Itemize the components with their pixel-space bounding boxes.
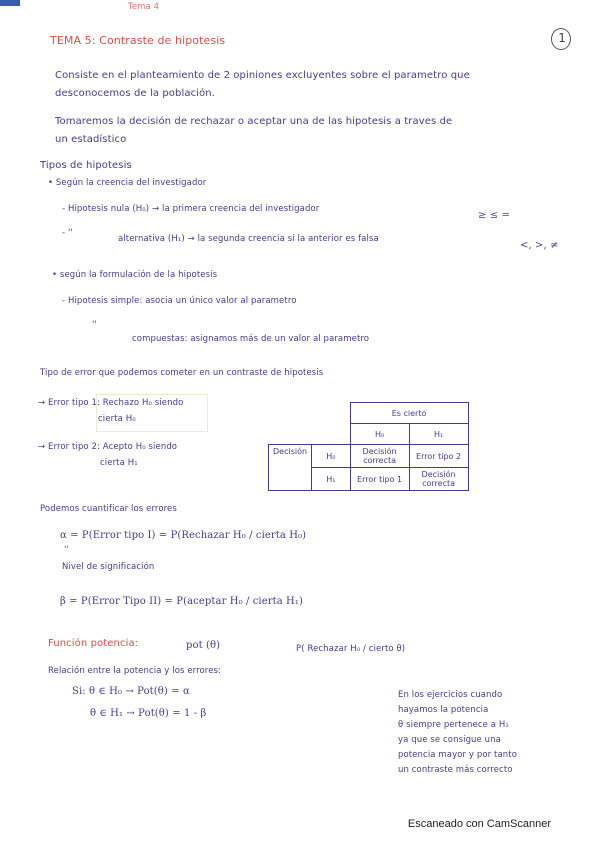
hipotesis-compuestas: compuestas: asignamos más de un valor al parametro bbox=[132, 334, 370, 344]
note-line-3: θ siempre pertenece a H₁ bbox=[398, 720, 509, 730]
note-line-1: En los ejercicios cuando bbox=[398, 690, 503, 700]
table-cell-c22: Decisión correcta bbox=[409, 468, 468, 491]
si-line-1: Si: θ ∈ H₀ → Pot(θ) = α bbox=[72, 686, 190, 697]
hipotesis-nula: - Hipotesis nula (H₀) → la primera creencia del investigador bbox=[62, 204, 320, 214]
table-cell-c11: Decisión correcta bbox=[350, 445, 409, 468]
hipotesis-alternativa: alternativa (H₁) → la segunda creencia si la anterior es falsa bbox=[118, 234, 379, 244]
comp-ditto: '' bbox=[92, 320, 97, 330]
error-tipo1-a: → Error tipo 1: Rechazo H₀ siendo bbox=[38, 398, 184, 408]
table-row-h1: H₁ bbox=[312, 468, 351, 491]
header-topic: Tema 4 bbox=[128, 2, 160, 12]
intro-line-3: Tomaremos la decisión de rechazar o aceptar una de las hipotesis a traves de bbox=[55, 116, 453, 127]
tipos-sub1: • Según la creencia del investigador bbox=[48, 178, 207, 188]
page-title: TEMA 5: Contraste de hipotesis bbox=[50, 34, 226, 47]
potencia-heading: Función potencia: bbox=[48, 638, 139, 649]
table-cell-c21: Error tipo 1 bbox=[350, 468, 409, 491]
nivel-significacion: Nivel de significación bbox=[62, 562, 155, 572]
si-line-2: θ ∈ H₁ → Pot(θ) = 1 - β bbox=[90, 708, 207, 719]
potencia-pot: pot (θ) bbox=[186, 640, 221, 651]
error-tipo1-b: cierta H₀ bbox=[98, 414, 136, 424]
errores-heading: Tipo de error que podemos cometer en un contraste de hipotesis bbox=[40, 368, 324, 378]
error-tipo2-a: → Error tipo 2: Acepto H₀ siendo bbox=[38, 442, 178, 452]
corner-tab-icon bbox=[0, 0, 20, 6]
intro-line-2: desconocemos de la población. bbox=[55, 88, 215, 99]
note-line-6: un contraste más correcto bbox=[398, 765, 513, 775]
intro-line-1: Consiste en el planteamiento de 2 opiniones excluyentes sobre el parametro que bbox=[55, 70, 470, 81]
potencia-def: P( Rechazar H₀ / cierto θ) bbox=[296, 644, 406, 654]
table-row-h0: H₀ bbox=[312, 445, 351, 468]
page-number: 1 bbox=[558, 31, 566, 45]
camscanner-footer: Escaneado con CamScanner bbox=[407, 818, 551, 830]
beta-formula: β = P(Error Tipo II) = P(aceptar H₀ / cierta H₁) bbox=[60, 596, 303, 607]
alt-ditto: - '' bbox=[62, 228, 73, 238]
alpha-ditto: '' bbox=[64, 545, 69, 555]
table-col-h0: H₀ bbox=[350, 424, 409, 445]
error-tipo2-b: cierta H₁ bbox=[100, 458, 138, 468]
alpha-formula: α = P(Error tipo I) = P(Rechazar H₀ / cierta H₀) bbox=[60, 530, 307, 541]
relacion-heading: Relación entre la potencia y los errores: bbox=[48, 666, 222, 676]
tipos-sub2: • según la formulación de la hipotesis bbox=[52, 270, 218, 280]
intro-line-4: un estadístico bbox=[55, 134, 127, 145]
table-col-h1: H₁ bbox=[409, 424, 468, 445]
error-table bbox=[268, 402, 469, 491]
table-decision: Decisión bbox=[269, 445, 312, 491]
cuantificar-heading: Podemos cuantificar los errores bbox=[40, 504, 177, 514]
tipos-heading: Tipos de hipotesis bbox=[40, 160, 132, 171]
note-line-2: hayamos la potencia bbox=[398, 705, 489, 715]
note-line-4: ya que se consigue una bbox=[398, 735, 501, 745]
nula-symbols: ≥ ≤ = bbox=[478, 210, 510, 221]
note-line-5: potencia mayor y por tanto bbox=[398, 750, 517, 760]
table-cell-c12: Error tipo 2 bbox=[409, 445, 468, 468]
alt-symbols: <, >, ≠ bbox=[520, 240, 559, 251]
table-es-cierto: Es cierto bbox=[350, 403, 468, 424]
hipotesis-simple: - Hipotesis simple: asocia un único valor al parametro bbox=[62, 296, 297, 306]
